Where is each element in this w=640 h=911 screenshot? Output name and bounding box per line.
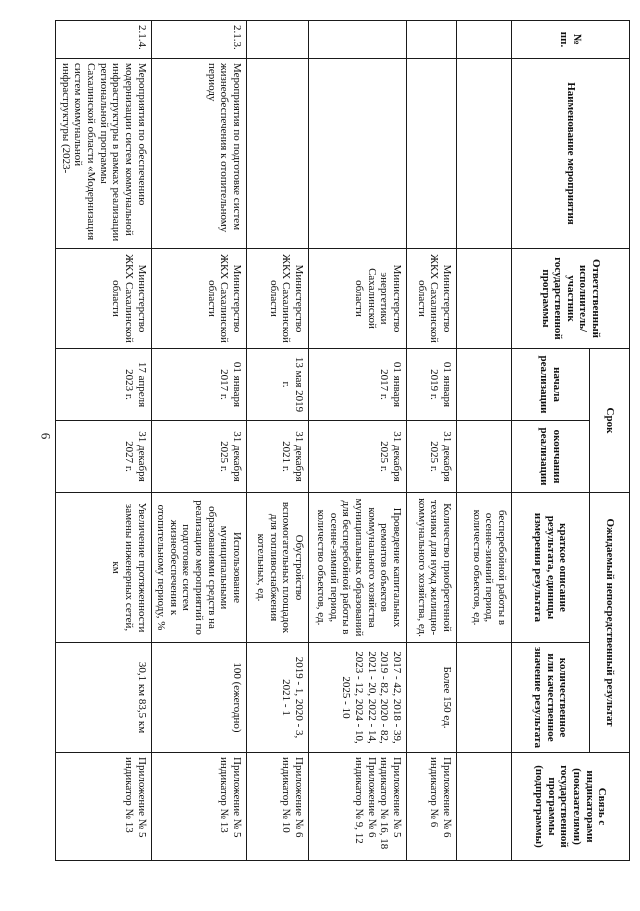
cell-start: 01 января 2017 г.	[309, 349, 407, 421]
table-row	[56, 21, 151, 861]
cell-link: Приложение № 5 индикатор № 13	[151, 753, 246, 861]
cell-start: 13 мая 2019 г.	[247, 349, 309, 421]
table-row	[151, 21, 246, 861]
activities-table	[55, 20, 630, 861]
cell-desc: Использование муниципальными образованиями средств на реализацию мероприятий по подготовке систем жизнеобеспечения к отопительному периоду, %	[151, 493, 246, 643]
header-name: Наименование мероприятия	[512, 59, 630, 249]
cell-name	[247, 59, 309, 249]
cell-executor: Министерство энергетики Сахалинской области	[309, 249, 407, 349]
cell-start: 01 января 2017 г.	[151, 349, 246, 421]
cell-desc: Увеличение протяженности замены инженерных сетей, км	[56, 493, 151, 643]
cell-num: 2.1.3.	[151, 21, 246, 59]
header-num: № пп.	[512, 21, 630, 59]
cell-link	[457, 753, 512, 861]
cell-value: 2017 - 42, 2018 - 39, 2019 - 82, 2020 - 82, 2021 - 20, 2022 - 14, 2023 - 12, 2024 - 10, 2025 - 10	[309, 643, 407, 753]
cell-executor: Министерство ЖКХ Сахалинской области	[151, 249, 246, 349]
cell-link: Приложение № 5 индикатор № 13	[56, 753, 151, 861]
cell-start: 01 января 2019 г.	[407, 349, 457, 421]
header-value: количественное или качественное значение результата	[512, 643, 590, 753]
header-expected: Ожидаемый непосредственный результат	[590, 493, 630, 753]
cell-name	[309, 59, 407, 249]
cell-name: Мероприятия по обеспечению модернизации систем коммунальной инфраструктуры в рамках реализации региональной программы Сахалинской области «Модернизация систем коммунальной инфраструктуры (2023-	[56, 59, 151, 249]
cell-value: 100 (ежегодно)	[151, 643, 246, 753]
cell-value: 30,1 км 83,5 км	[56, 643, 151, 753]
cell-name	[457, 59, 512, 249]
header-link: Связь с индикаторами (показателями) государственной программы (подпрограммы)	[512, 753, 630, 861]
cell-num: 2.1.4.	[56, 21, 151, 59]
rotated-table-page	[59, 20, 630, 860]
cell-name	[407, 59, 457, 249]
cell-end: 31 декабря 2025 г.	[309, 421, 407, 493]
cell-executor	[457, 249, 512, 349]
cell-num	[309, 21, 407, 59]
cell-end: 31 декабря 2025 г.	[407, 421, 457, 493]
cell-num	[457, 21, 512, 59]
cell-link: Приложение № 5 индикатор № 16, 18 Приложение № 6 индикатор № 9, 12	[309, 753, 407, 861]
table-row	[407, 21, 457, 861]
cell-end: 31 декабря 2025 г.	[151, 421, 246, 493]
table-row	[247, 21, 309, 861]
cell-start: 17 апреля 2023 г.	[56, 349, 151, 421]
cell-end: 31 декабря 2027 г.	[56, 421, 151, 493]
cell-executor: Министерство ЖКХ Сахалинской области	[407, 249, 457, 349]
cell-value: Более 150 ед.	[407, 643, 457, 753]
header-executor: Ответственный исполнитель/участник государственной программы	[512, 249, 630, 349]
cell-link: Приложение № 6 индикатор № 6	[407, 753, 457, 861]
header-end: окончания реализации	[512, 421, 590, 493]
header-term: Срок	[590, 349, 630, 493]
header-short-desc: краткое описание результата, единицы измерения результата	[512, 493, 590, 643]
cell-name: Мероприятия по подготовке систем жизнеобеспечения к отопительному периоду	[151, 59, 246, 249]
cell-value	[457, 643, 512, 753]
page-number: 6	[38, 432, 54, 440]
cell-desc: бесперебойной работы в осенне-зимний период, количество объектов, ед.	[457, 493, 512, 643]
cell-end	[457, 421, 512, 493]
table-row	[457, 21, 512, 861]
table-row	[309, 21, 407, 861]
cell-link: Приложение № 6 индикатор № 10	[247, 753, 309, 861]
cell-desc: Обустройство вспомогательных площадок для топливоснабжения котельных, ед.	[247, 493, 309, 643]
cell-executor: Министерство ЖКХ Сахалинской области	[56, 249, 151, 349]
cell-start	[457, 349, 512, 421]
cell-desc: Проведение капитальных ремонтов объектов коммунального хозяйства муниципальных образований для бесперебойной работы в осенне-зимний период, количество объектов, ед.	[309, 493, 407, 643]
header-start: начала реализации	[512, 349, 590, 421]
cell-desc: Количество приобретенной техники для нужд жилищно-коммунального хозяйства, ед.	[407, 493, 457, 643]
cell-value: 2019 - 1, 2020 - 3, 2021 - 1	[247, 643, 309, 753]
cell-end: 31 декабря 2021 г.	[247, 421, 309, 493]
cell-executor: Министерство ЖКХ Сахалинской области	[247, 249, 309, 349]
cell-num	[247, 21, 309, 59]
cell-num	[407, 21, 457, 59]
